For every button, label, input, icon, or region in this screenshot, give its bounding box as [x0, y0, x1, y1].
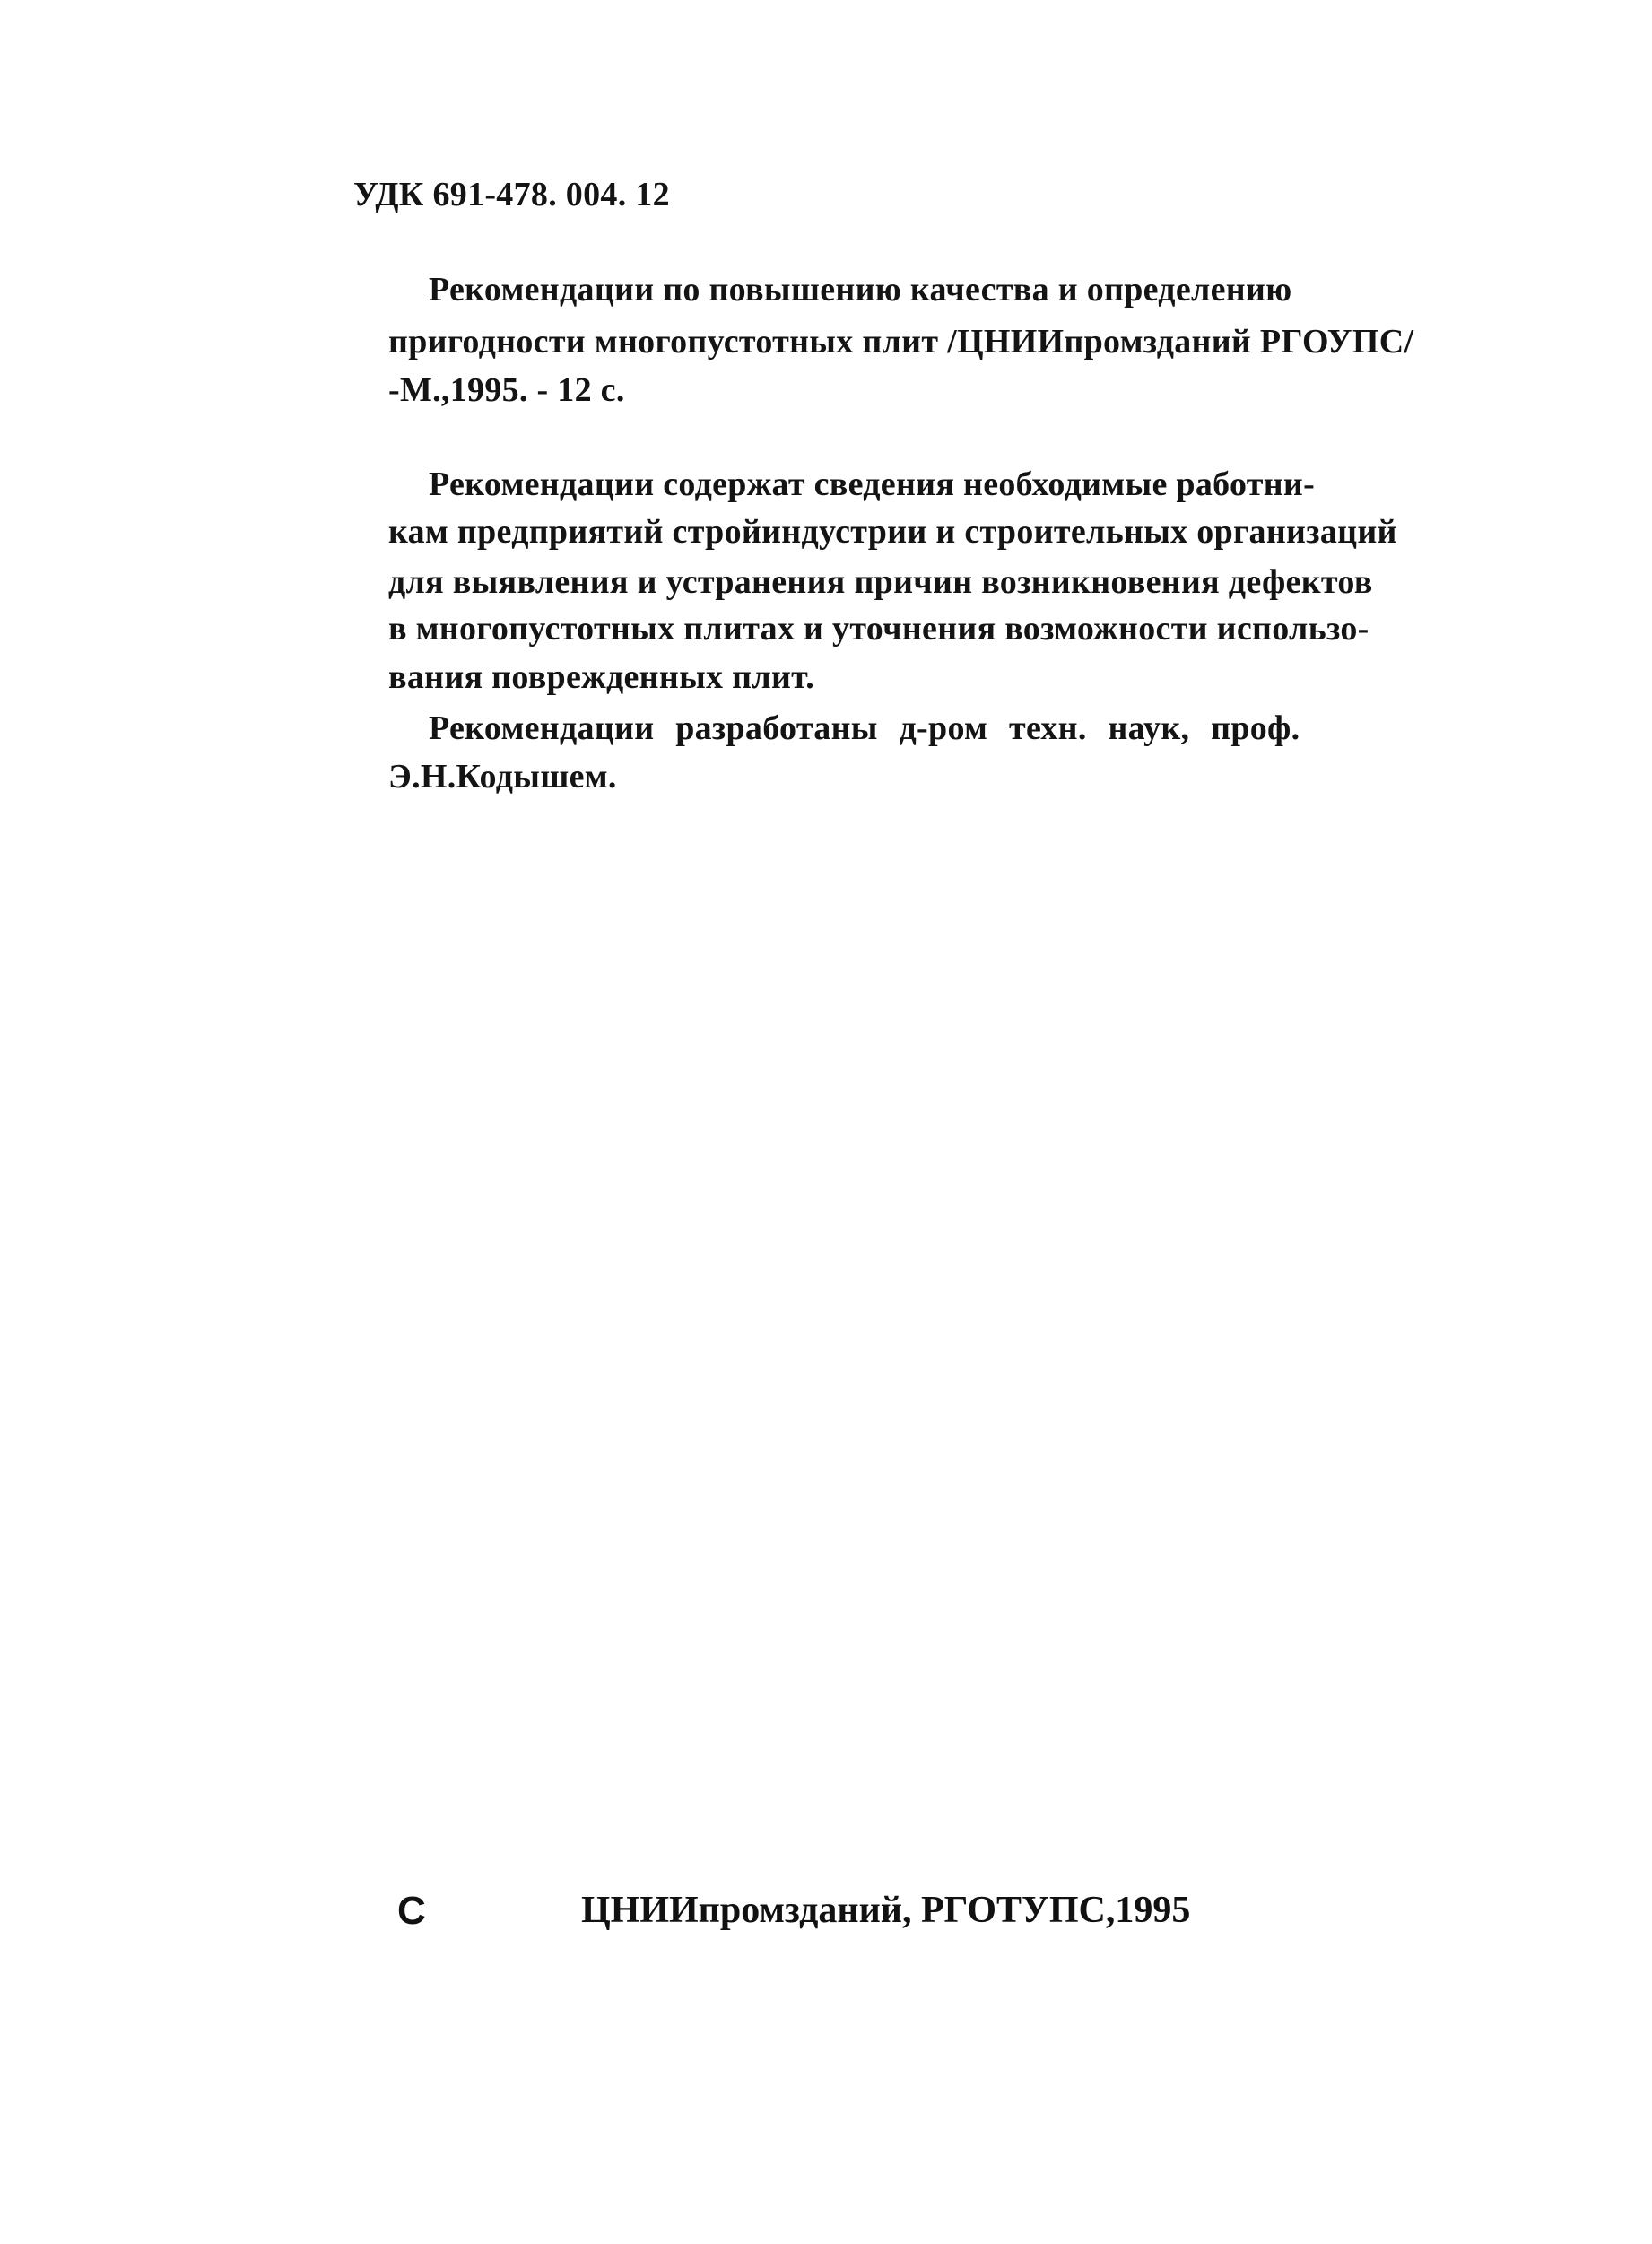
bibliography-line-3: -М.,1995. - 12 с.	[388, 371, 625, 409]
abstract-line-4: в многопустотных плитах и уточнения возможности использо-	[388, 610, 1369, 648]
abstract-line-3: для выявления и устранения причин возникновения дефектов	[388, 563, 1373, 601]
copyright-symbol: С	[397, 1889, 426, 1933]
authors-line-1: Рекомендации разработаны д-ром техн. наук, проф.	[429, 709, 1300, 747]
copyright-text: ЦНИИпромзданий, РГОТУПС,1995	[581, 1890, 1191, 1931]
bibliography-line-1: Рекомендации по повышению качества и определению	[429, 271, 1292, 309]
udk-code: УДК 691-478. 004. 12	[353, 176, 670, 213]
abstract-line-1: Рекомендации содержат сведения необходимые работни-	[429, 465, 1316, 503]
authors-line-2: Э.Н.Кодышем.	[388, 758, 617, 796]
abstract-line-2: кам предприятий стройиндустрии и строительных организаций	[388, 513, 1397, 551]
bibliography-line-2: пригодности многопустотных плит /ЦНИИпромзданий РГОУПС/	[388, 323, 1414, 361]
abstract-line-5: вания поврежденных плит.	[388, 658, 815, 696]
